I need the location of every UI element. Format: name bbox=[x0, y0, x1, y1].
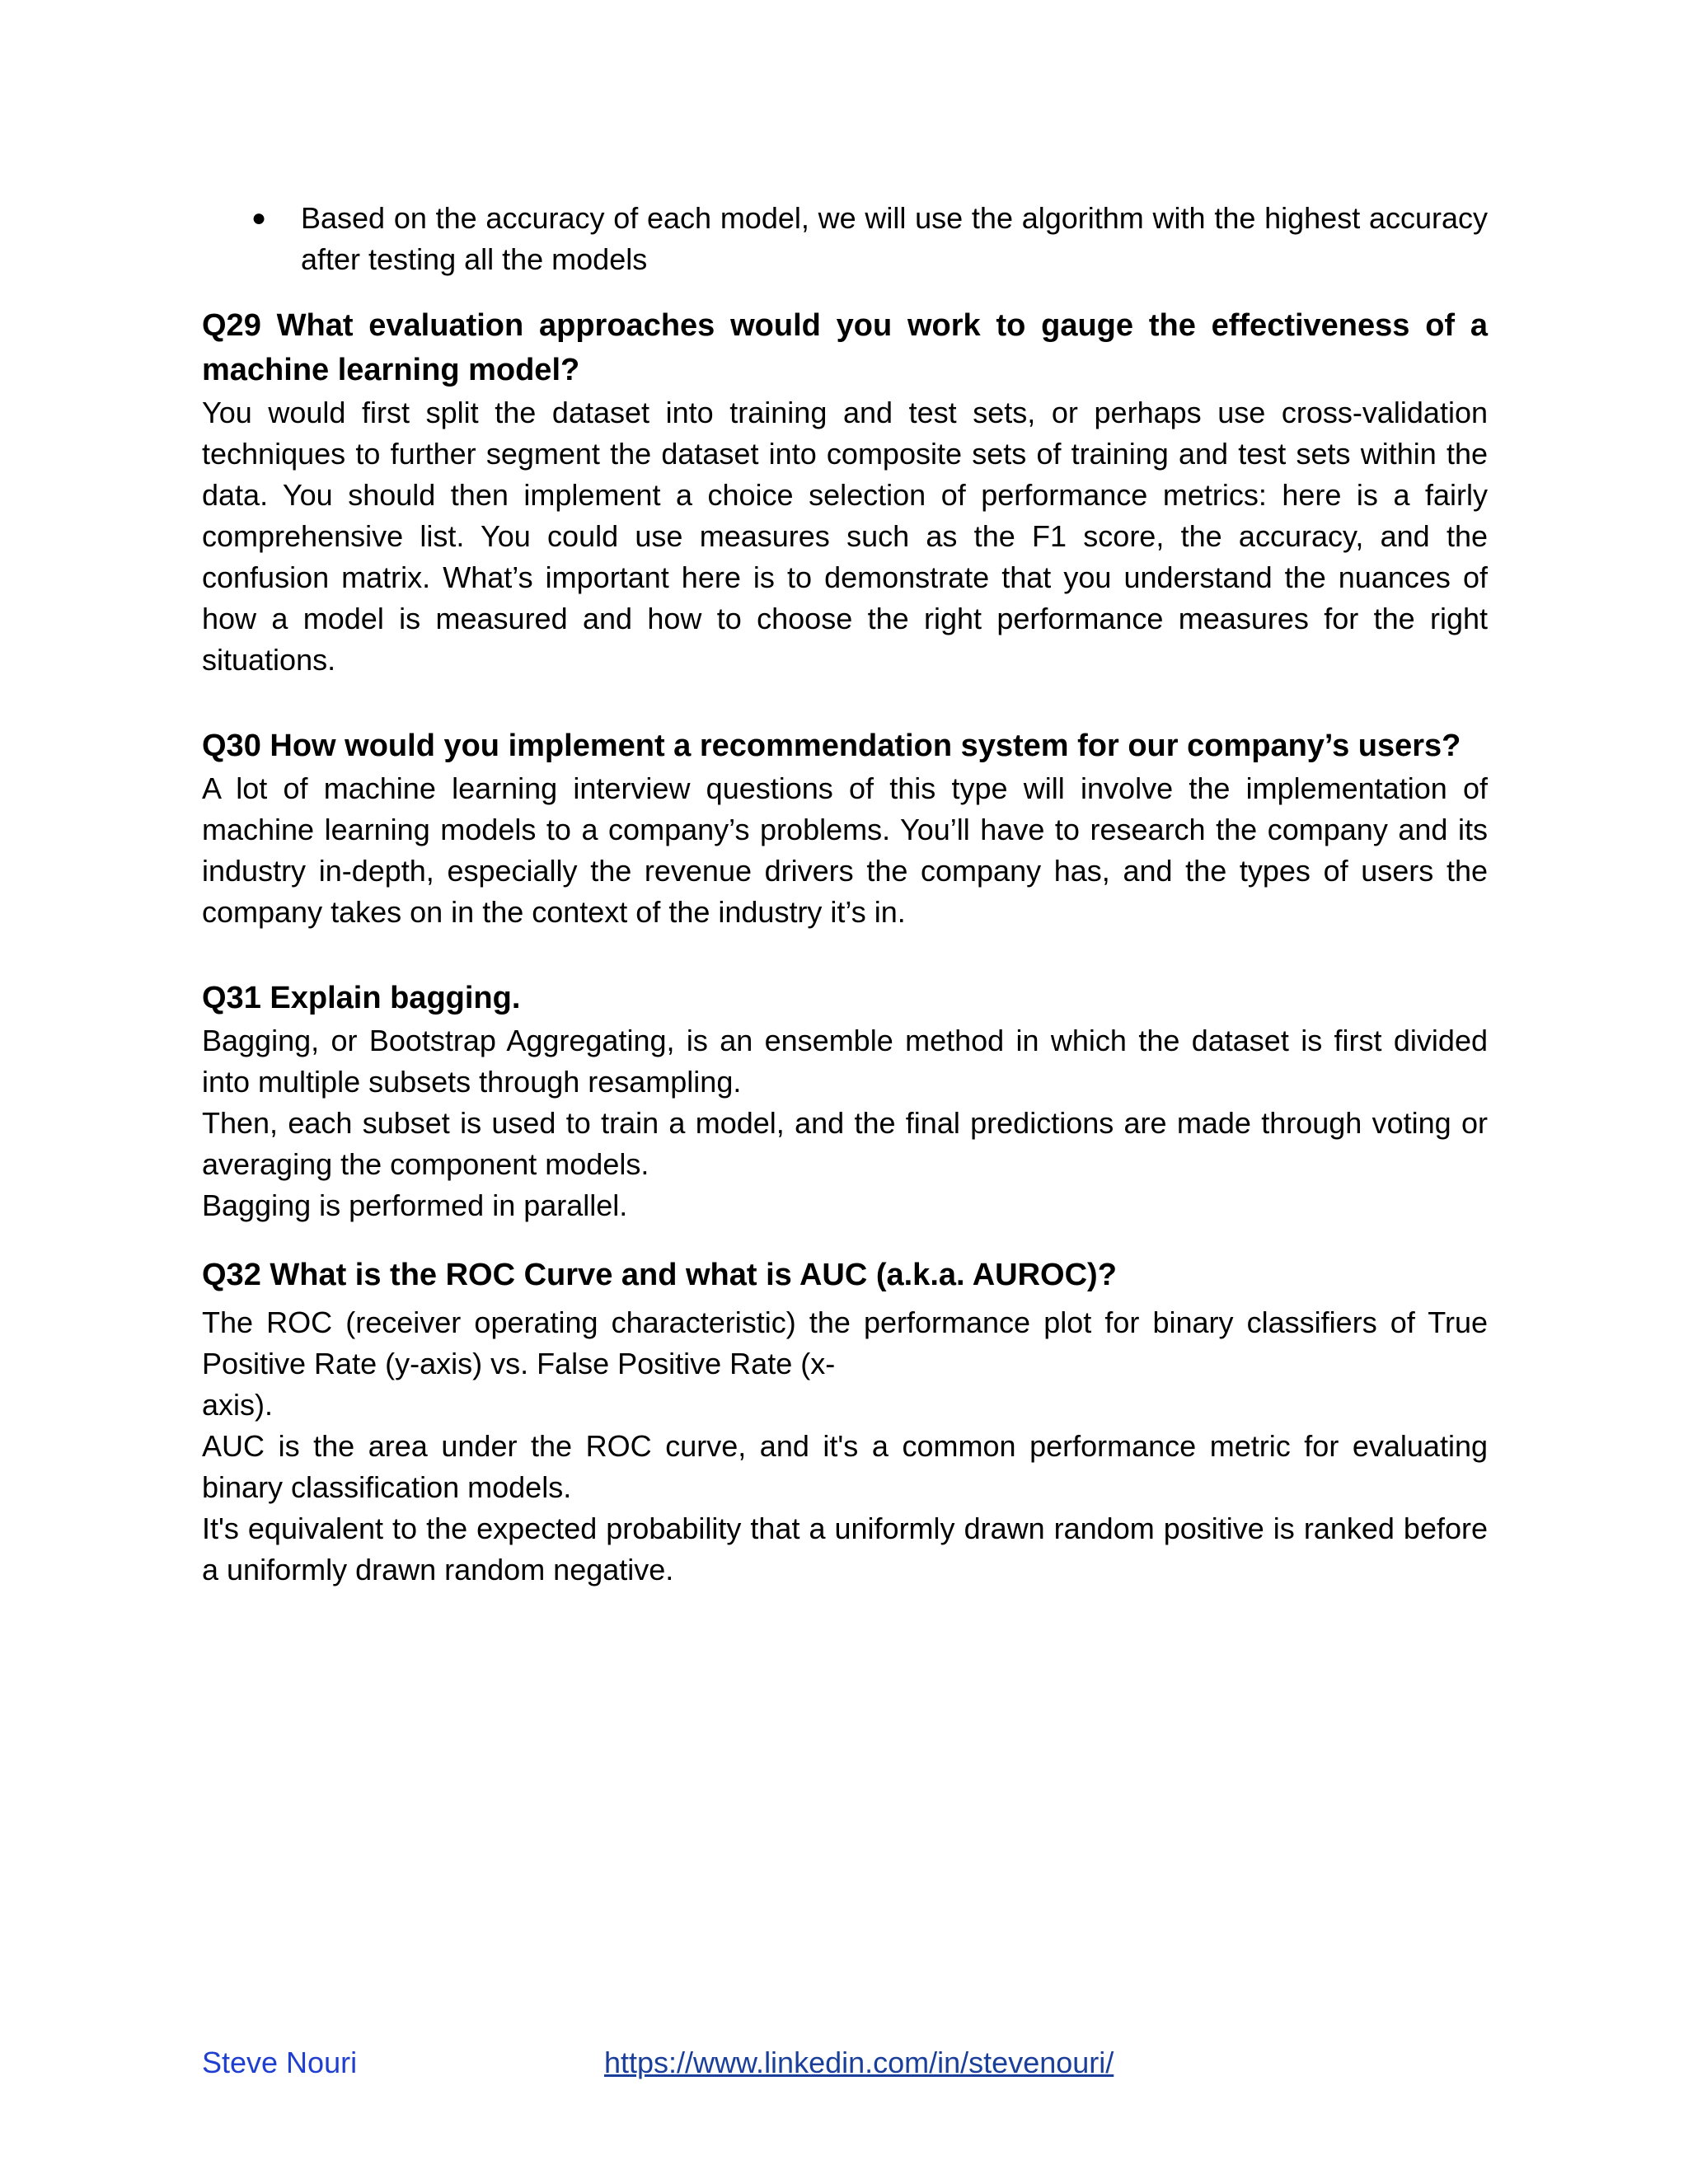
q32-answer-line-1: The ROC (receiver operating characteristic) the performance plot for binary classifiers of True Positive Rate (y-axis) vs. False Positive Rate (x- bbox=[202, 1305, 1488, 1380]
q31-answer-line-3: Bagging is performed in parallel. bbox=[202, 1188, 628, 1222]
question-30 bbox=[202, 724, 1488, 933]
page-content bbox=[202, 198, 1488, 1591]
q32-answer-line-2: AUC is the area under the ROC curve, and it's a common performance metric for evaluating binary classification models. bbox=[202, 1429, 1488, 1504]
q32-answer-line-1-continued: axis). bbox=[202, 1388, 274, 1422]
bullet-dot-icon: ● bbox=[251, 204, 267, 232]
q32-answer-line-3: It's equivalent to the expected probability that a uniformly drawn random positive is ranked before a uniformly drawn random negative. bbox=[202, 1511, 1488, 1586]
q31-answer-line-2: Then, each subset is used to train a model, and the final predictions are made through voting or averaging the component models. bbox=[202, 1106, 1488, 1181]
q29-answer: You would first split the dataset into training and test sets, or perhaps use cross-validation techniques to further segment the dataset into composite sets of training and test sets within the data. You should then implement a choice selection of performance metrics: here is a fairly comprehensive list. You could use measures such as the F1 score, the accuracy, and the confusion matrix. What’s important here is to demonstrate that you understand the nuances of how a model is measured and how to choose the right performance measures for the right situations. bbox=[202, 396, 1488, 677]
bullet-text: Based on the accuracy of each model, we will use the algorithm with the highest accuracy after testing all the models bbox=[301, 201, 1488, 276]
q31-answer-line-1: Bagging, or Bootstrap Aggregating, is an ensemble method in which the dataset is first divided into multiple subsets through resampling. bbox=[202, 1024, 1488, 1099]
q31-heading: Q31 Explain bagging. bbox=[202, 981, 521, 1015]
q32-heading: Q32 What is the ROC Curve and what is AUC (a.k.a. AUROC)? bbox=[202, 1258, 1117, 1292]
question-31 bbox=[202, 976, 1488, 1226]
bullet-item bbox=[202, 198, 1488, 280]
footer-author: Steve Nouri bbox=[202, 2046, 358, 2079]
question-32 bbox=[202, 1253, 1488, 1591]
footer-linkedin-link[interactable]: https://www.linkedin.com/in/stevenouri/ bbox=[604, 2046, 1114, 2079]
q30-answer: A lot of machine learning interview questions of this type will involve the implementation of machine learning models to a company’s problems. You’ll have to research the company and its industry in-depth, especially the revenue drivers the company has, and the types of users the company takes on in the context of the industry it’s in. bbox=[202, 771, 1488, 929]
q30-heading: Q30 How would you implement a recommendation system for our company’s users? bbox=[202, 729, 1461, 763]
question-29 bbox=[202, 303, 1488, 681]
q29-heading: Q29 What evaluation approaches would you work to gauge the effectiveness of a machine learning model? bbox=[202, 308, 1488, 387]
